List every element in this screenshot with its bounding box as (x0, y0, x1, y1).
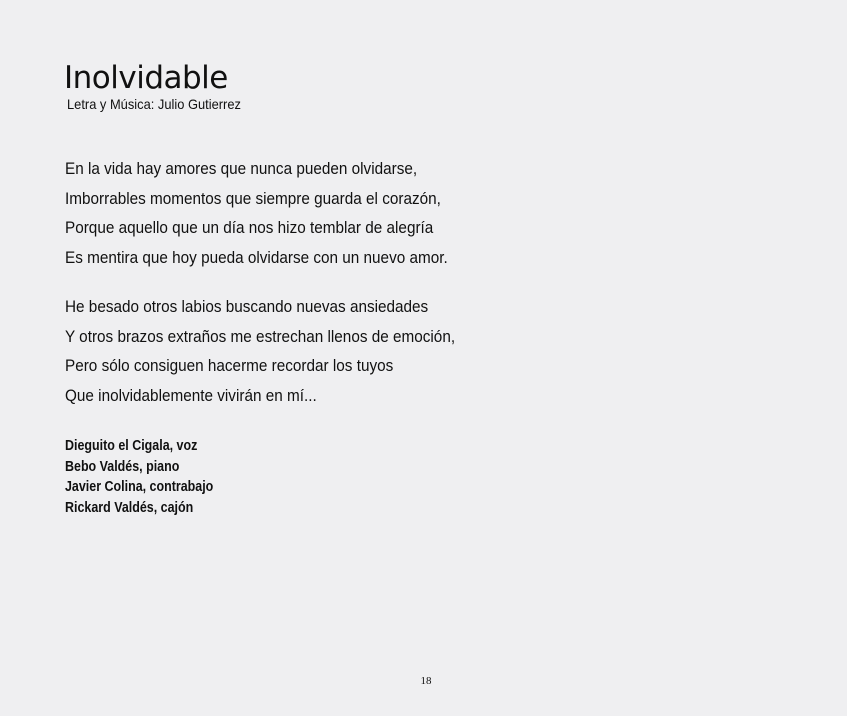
lyric-line: Porque aquello que un día nos hizo temblar de alegría (65, 218, 434, 237)
credit-item: Javier Colina, contrabajo (65, 479, 214, 495)
page-number: 18 (420, 675, 432, 687)
lyric-line: Y otros brazos extraños me estrechan llenos de emoción, (65, 326, 456, 346)
lyrics-stanza-1 (65, 154, 490, 272)
song-title: Inolvidable (64, 60, 228, 96)
lyric-line: Es mentira que hoy pueda olvidarse con un nuevo amor. (65, 247, 448, 267)
credit-item: Rickard Valdés, cajón (65, 499, 194, 516)
lyric-line: Pero sólo consiguen hacerme recordar los tuyos (65, 356, 394, 375)
lyrics-stanza-2 (65, 292, 498, 410)
credit-item: Bebo Valdés, piano (65, 458, 180, 475)
credit-item: Dieguito el Cigala, voz (65, 438, 198, 454)
lyric-line: Que inolvidablemente vivirán en mí... (65, 385, 317, 405)
musician-credits (65, 436, 237, 518)
song-authors: Letra y Música: Julio Gutierrez (67, 96, 241, 112)
lyric-line: En la vida hay amores que nunca pueden olvidarse, (65, 159, 418, 178)
lyric-line: Imborrables momentos que siempre guarda el corazón, (65, 188, 441, 208)
lyric-line: He besado otros labios buscando nuevas ansiedades (65, 297, 429, 316)
